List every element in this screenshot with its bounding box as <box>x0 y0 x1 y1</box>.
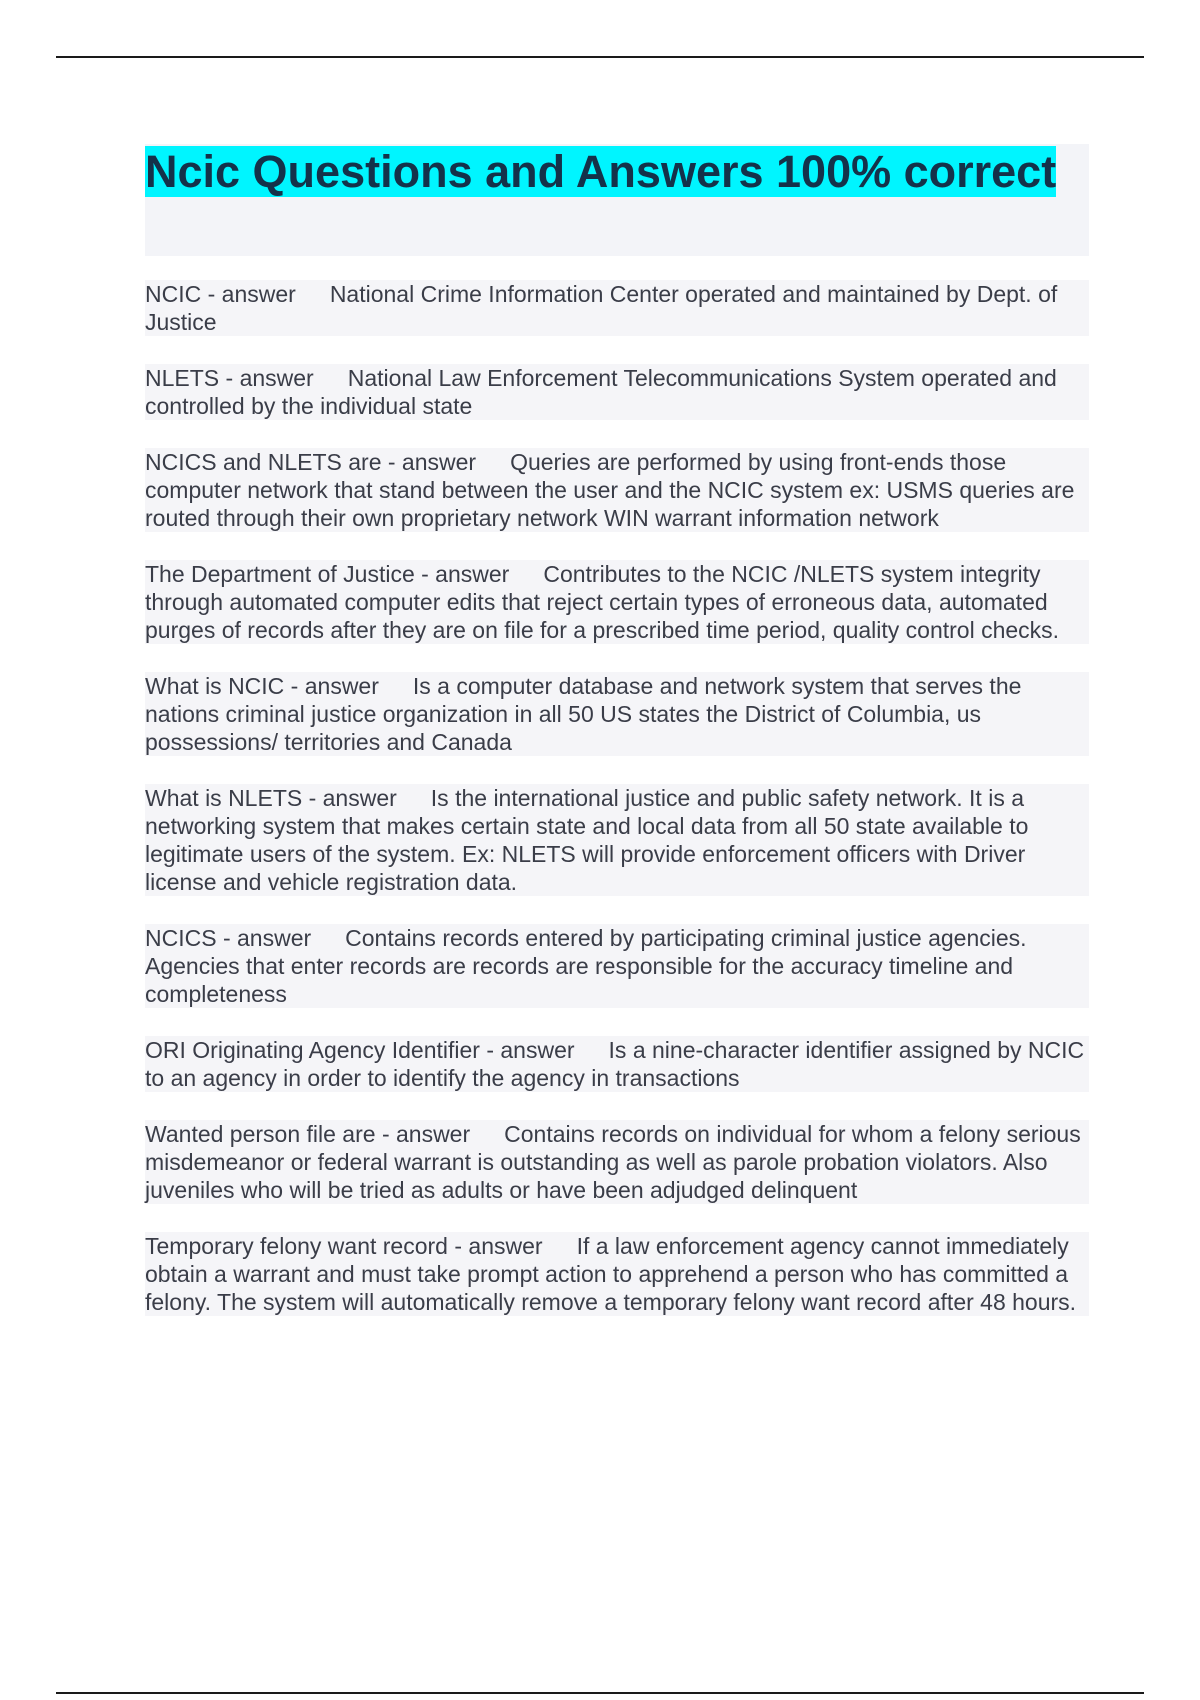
page-bottom-rule <box>56 1692 1144 1694</box>
qa-term: What is NCIC - answer <box>145 673 379 699</box>
qa-item <box>145 364 1089 420</box>
qa-definition: Is the international justice and public safety network. It is a networking system that makes certain state and local data from all 50 state available to legitimate users of the system. Ex: NLETS will provide enforcement officers with Driver license and vehicle registration data. <box>145 785 1029 895</box>
qa-item <box>145 1036 1089 1092</box>
qa-definition: Contains records entered by participating criminal justice agencies. Agencies that enter records are records are responsible for the accuracy timeline and completeness <box>145 925 1027 1007</box>
qa-item <box>145 280 1089 336</box>
qa-item <box>145 448 1089 532</box>
qa-definition: Contains records on individual for whom a felony serious misdemeanor or federal warrant is outstanding as well as parole probation violators. Also juveniles who will be tried as adults or have been adjudged delinquent <box>145 1121 1081 1203</box>
document-body <box>145 144 1089 1344</box>
qa-term: NCICS - answer <box>145 925 312 951</box>
title-block <box>145 144 1089 256</box>
qa-definition: Contributes to the NCIC /NLETS system integrity through automated computer edits that reject certain types of erroneous data, automated purges of records after they are on file for a prescribed time period, quality control checks. <box>145 561 1060 643</box>
qa-term: Temporary felony want record - answer <box>145 1233 543 1259</box>
qa-item <box>145 672 1089 756</box>
qa-term: NCICS and NLETS are - answer <box>145 449 477 475</box>
qa-item <box>145 924 1089 1008</box>
qa-item <box>145 1232 1089 1316</box>
qa-definition: If a law enforcement agency cannot immediately obtain a warrant and must take prompt action to apprehend a person who has committed a felony. The system will automatically remove a temporary felony want record after 48 hours. <box>145 1233 1077 1315</box>
title-highlight: Ncic Questions and Answers 100% correct <box>145 146 1057 197</box>
qa-item <box>145 784 1089 896</box>
qa-definition: Is a computer database and network system that serves the nations criminal justice organization in all 50 US states the District of Columbia, us possessions/ territories and Canada <box>145 673 1022 755</box>
qa-list <box>145 280 1089 1316</box>
qa-item <box>145 560 1089 644</box>
page-top-rule <box>56 56 1144 58</box>
qa-definition: National Law Enforcement Telecommunications System operated and controlled by the individual state <box>145 365 1057 419</box>
qa-term: The Department of Justice - answer <box>145 561 510 587</box>
qa-item <box>145 1120 1089 1204</box>
qa-term: NLETS - answer <box>145 365 314 391</box>
qa-term: What is NLETS - answer <box>145 785 397 811</box>
qa-definition: Is a nine-character identifier assigned by NCIC to an agency in order to identify the agency in transactions <box>145 1037 1085 1091</box>
qa-definition: National Crime Information Center operated and maintained by Dept. of Justice <box>145 281 1058 335</box>
qa-term: NCIC - answer <box>145 281 296 307</box>
qa-term: Wanted person file are - answer <box>145 1121 471 1147</box>
qa-definition: Queries are performed by using front-ends those computer network that stand between the user and the NCIC system ex: USMS queries are routed through their own proprietary network WIN warrant information network <box>145 449 1075 531</box>
qa-term: ORI Originating Agency Identifier - answer <box>145 1037 575 1063</box>
page-title <box>145 146 1056 197</box>
